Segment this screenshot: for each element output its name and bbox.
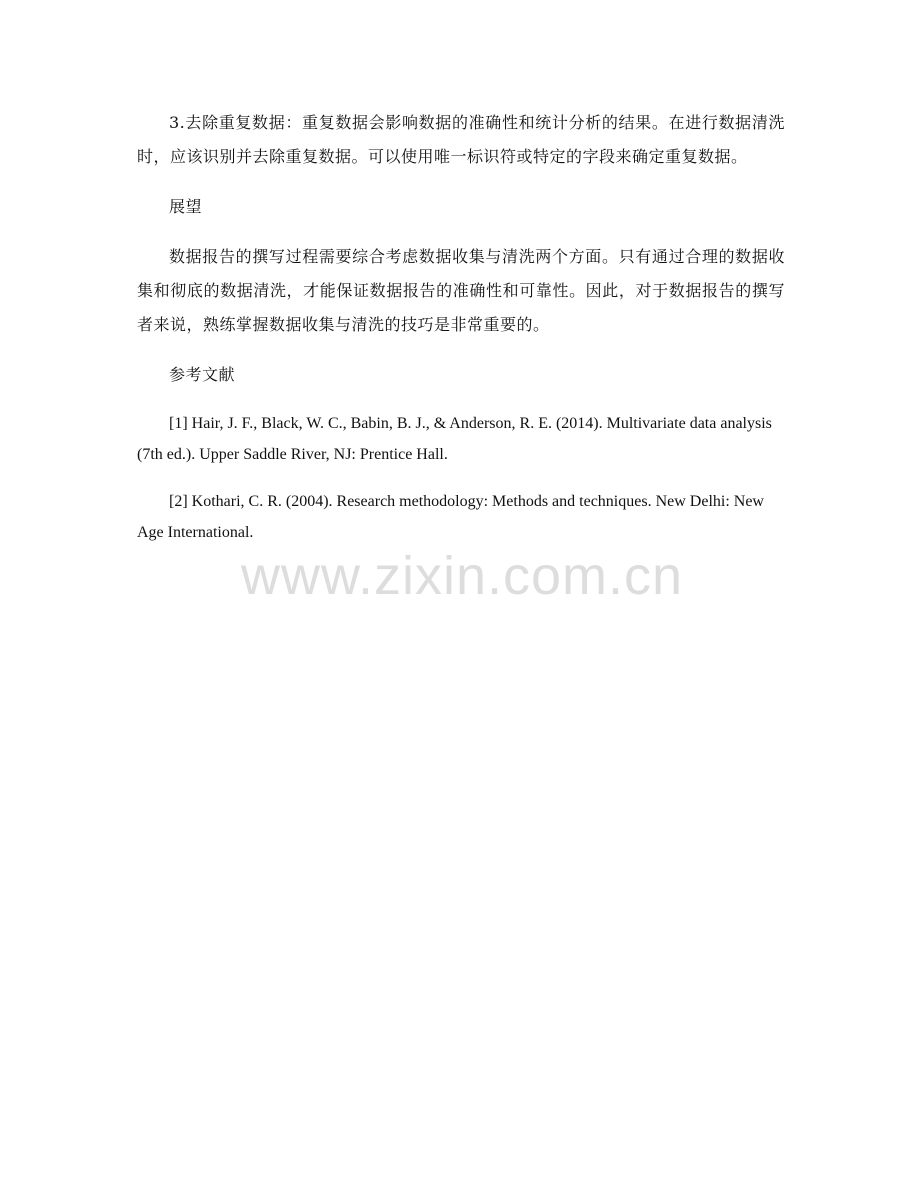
paragraph-outlook: 数据报告的撰写过程需要综合考虑数据收集与清洗两个方面。只有通过合理的数据收集和彻底的数据清洗，才能保证数据报告的准确性和可靠性。因此，对于数据报告的撰写者来说，熟练掌握数据收集与清洗的技巧是非常重要的。 — [137, 247, 785, 334]
document-body — [137, 106, 785, 548]
reference-item-2: [2] Kothari, C. R. (2004). Research methodology: Methods and techniques. New Delhi: New Age International. — [137, 493, 764, 541]
reference-item-1: [1] Hair, J. F., Black, W. C., Babin, B. J., & Anderson, R. E. (2014). Multivariate data analysis (7th ed.). Upper Saddle River, NJ: Prentice Hall. — [137, 415, 772, 463]
section-heading-references: 参考文献 — [169, 365, 236, 384]
section-heading-outlook: 展望 — [169, 197, 203, 216]
watermark: www.zixin.com.cn — [240, 546, 684, 606]
paragraph-remove-duplicates: 3.去除重复数据：重复数据会影响数据的准确性和统计分析的结果。在进行数据清洗时，应该识别并去除重复数据。可以使用唯一标识符或特定的字段来确定重复数据。 — [137, 113, 785, 166]
